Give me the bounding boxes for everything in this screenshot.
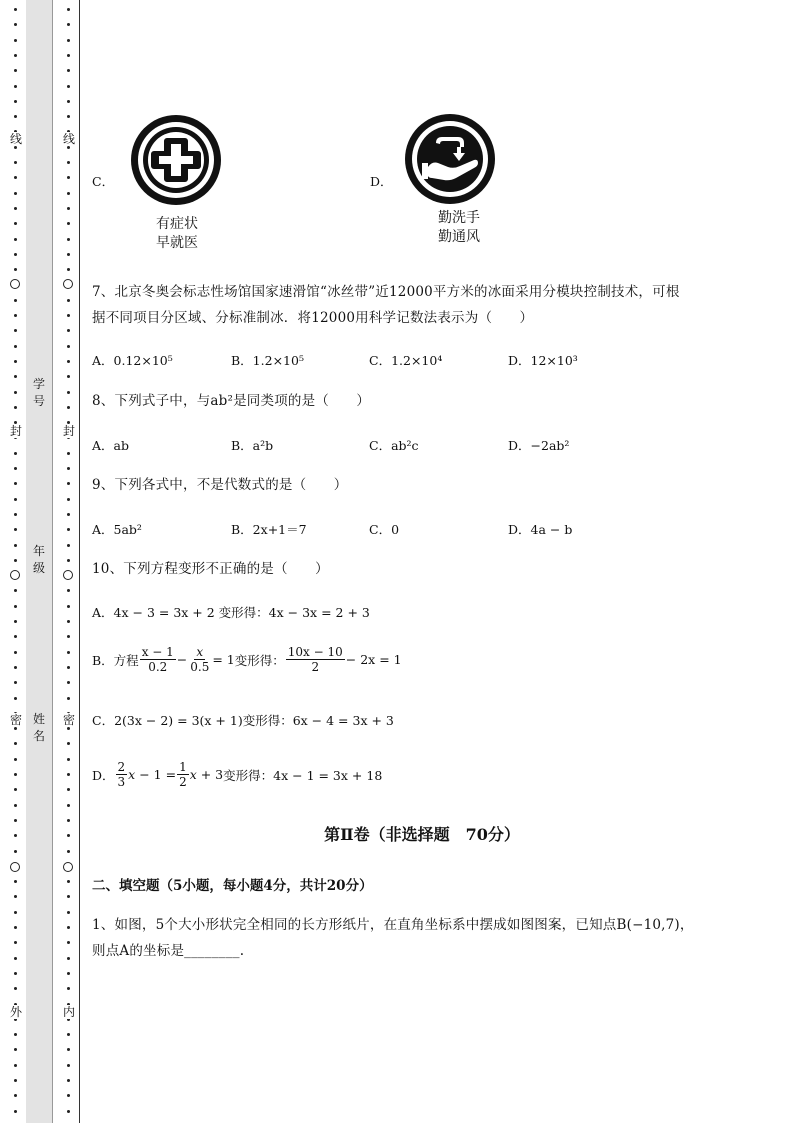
cut-line-dot (14, 69, 17, 72)
margin-mark-wai: 外 (9, 1005, 22, 1019)
cut-line-dot (14, 314, 17, 317)
cut-line-dot (67, 299, 70, 302)
question-9: 9、下列各式中，不是代数式的是（ ） (92, 477, 348, 493)
cut-line-dot (14, 651, 17, 654)
cut-line-dot (67, 1033, 70, 1036)
q8-option-b: B．a²b (231, 438, 274, 453)
cut-line-dot (67, 482, 70, 485)
q9-option-b: B．2x+1＝7 (231, 522, 307, 537)
cut-line-dot (14, 146, 17, 149)
q7-option-b: B．1.2×10⁵ (231, 353, 304, 368)
cut-line-dot (14, 192, 17, 195)
medical-cross-sign (126, 114, 226, 213)
cut-line-dot (67, 895, 70, 898)
cut-line-dot (14, 1064, 17, 1067)
cut-line-dot (67, 850, 70, 853)
cut-line-dot (67, 85, 70, 88)
margin-mark-feng: 封 (9, 424, 22, 438)
cut-line-dot (67, 926, 70, 929)
q9-option-c: C．0 (369, 522, 400, 537)
cut-line-dot (67, 528, 70, 531)
field-name-label: 姓名 (32, 712, 45, 743)
cut-line-dot (67, 834, 70, 837)
cut-line-dot (14, 253, 17, 256)
q7-option-a: A．0.12×10⁵ (92, 353, 173, 368)
cut-line-dot (14, 804, 17, 807)
cut-line-dot (14, 819, 17, 822)
cut-line-dot (67, 666, 70, 669)
cut-line-dot (67, 329, 70, 332)
cut-line-dot (67, 375, 70, 378)
cut-line-dot (67, 146, 70, 149)
sign-c-caption (132, 215, 222, 253)
cut-line-dot (67, 544, 70, 547)
cut-line-dot (14, 345, 17, 348)
cut-line-dot (14, 238, 17, 241)
cut-line-dot (14, 850, 17, 853)
cut-line-dot (14, 880, 17, 883)
sign-d-caption-line1: 勤洗手 (438, 210, 480, 226)
cut-line-dot (14, 54, 17, 57)
cut-line-dot (67, 54, 70, 57)
cut-line-dot (67, 8, 70, 11)
margin-mark-mi-inner: 密 (62, 713, 75, 727)
margin-circle (10, 279, 20, 289)
cut-line-dot (14, 161, 17, 164)
cut-line-dot (14, 834, 17, 837)
cut-line-dot (67, 1094, 70, 1097)
cut-line-dot (67, 498, 70, 501)
cut-line-dot (67, 727, 70, 730)
margin-circle (10, 862, 20, 872)
cut-line-dot (67, 100, 70, 103)
sign-c-caption-line2: 早就医 (156, 235, 198, 251)
q10-option-b-mid: 变形得： (234, 652, 285, 668)
cut-line-dot (67, 620, 70, 623)
section-2-title: 第Ⅱ卷（非选择题 70分） (324, 825, 520, 844)
cut-line-dot (67, 911, 70, 914)
question-8: 8、下列式子中，与ab²是同类项的是（ ） (92, 393, 371, 409)
option-c-label: C． (92, 174, 115, 189)
cut-line-dot (14, 727, 17, 730)
cut-line-dot (67, 345, 70, 348)
cut-line-dot (14, 544, 17, 547)
cut-line-dot (14, 1033, 17, 1036)
cut-line-dot (67, 1110, 70, 1113)
cut-line-dot (14, 620, 17, 623)
cut-line-dot (67, 452, 70, 455)
cut-line-dot (67, 1064, 70, 1067)
cut-line-dot (67, 192, 70, 195)
cut-line-dot (67, 742, 70, 745)
cut-line-dot (67, 406, 70, 409)
cut-line-dot (67, 987, 70, 990)
question-7-line2: 据不同项目分区域、分标准制冰．将12000用科学记数法表示为（ ） (92, 310, 534, 326)
cut-line-dot (14, 329, 17, 332)
section-2-heading: 二、填空题（5小题，每小题4分，共计20分） (92, 878, 373, 894)
cut-line-dot (67, 238, 70, 241)
option-d-label: D． (370, 174, 393, 189)
sign-d-caption (414, 209, 504, 247)
fill-question-1-line2: 则点A的坐标是________. (92, 943, 245, 959)
cut-line-dot (14, 406, 17, 409)
cut-line-dot (67, 391, 70, 394)
q10-option-b-prefix: B．方程 (92, 652, 139, 668)
cut-line-dot (67, 1048, 70, 1051)
margin-mark-xian: 线 (9, 132, 22, 146)
cut-line-dot (14, 957, 17, 960)
cut-line-dot (67, 819, 70, 822)
margin-mark-mi: 密 (9, 713, 22, 727)
hand-washing-icon (400, 113, 500, 208)
cut-line-dot (67, 115, 70, 118)
cut-line-dot (67, 788, 70, 791)
cut-line-dot (14, 895, 17, 898)
cut-line-dot (14, 482, 17, 485)
cut-line-dot (14, 605, 17, 608)
cut-line-dot (67, 559, 70, 562)
margin-circle (63, 862, 73, 872)
cut-line-dot (67, 161, 70, 164)
dotted-cut-line-inner (64, 0, 74, 1123)
cut-line-dot (67, 605, 70, 608)
cut-line-dot (14, 773, 17, 776)
cut-line-dot (14, 1110, 17, 1113)
cut-line-dot (14, 375, 17, 378)
q10-option-a: A．4x − 3 = 3x + 2 变形得：4x − 3x = 2 + 3 (92, 605, 370, 620)
q8-option-c: C．ab²c (369, 438, 419, 453)
cut-line-dot (67, 880, 70, 883)
cut-line-dot (14, 391, 17, 394)
q8-option-d: D．−2ab² (508, 438, 570, 453)
margin-mark-feng-inner: 封 (62, 424, 75, 438)
fraction: $\frac{2}{3}$ (117, 760, 126, 789)
q7-option-d: D．12×10³ (508, 353, 578, 368)
question-10: 10、下列方程变形不正确的是（ ） (92, 561, 329, 577)
cut-line-dot (14, 115, 17, 118)
cut-line-dot (14, 697, 17, 700)
cut-line-dot (14, 635, 17, 638)
cut-line-dot (14, 513, 17, 516)
question-7 (92, 279, 752, 331)
cut-line-dot (14, 498, 17, 501)
cut-line-dot (67, 207, 70, 210)
cut-line-dot (14, 911, 17, 914)
cut-line-dot (67, 681, 70, 684)
cut-line-dot (67, 360, 70, 363)
q10-option-d: D． $\frac{2}{3}$ x − 1 = $\frac{1}{2}$ x + 3 变形得：4x − 1 = 3x + 18 (92, 760, 383, 789)
cut-line-dot (14, 268, 17, 271)
cut-line-dot (14, 100, 17, 103)
cut-line-dot (67, 69, 70, 72)
question-7-line1: 7、北京冬奥会标志性场馆国家速滑馆“冰丝带”近12000平方米的冰面采用分模块控制技术，可根 (92, 284, 680, 300)
cut-line-dot (14, 681, 17, 684)
sign-c-caption-line1: 有症状 (156, 216, 198, 232)
cut-line-dot (14, 528, 17, 531)
cut-line-dot (14, 222, 17, 225)
cut-line-dot (14, 1048, 17, 1051)
q10-option-d-prefix: D． (92, 767, 115, 783)
cut-line-dot (14, 452, 17, 455)
q10-option-b: B．方程 $\frac{x - 1}{0.2}$ − $\frac{x}{0.5}$ = 1 变形得： $\frac{10x - 10}{2}$ − 2x = 1 (92, 645, 402, 674)
cut-line-dot (67, 651, 70, 654)
cut-line-dot (67, 222, 70, 225)
field-grade-label: 年级 (32, 544, 45, 575)
cut-line-dot (67, 253, 70, 256)
handwash-sign (400, 113, 500, 212)
fraction: $\frac{1}{2}$ (179, 760, 187, 789)
field-student-id-label: 学号 (32, 377, 45, 408)
cut-line-dot (14, 176, 17, 179)
cut-line-dot (67, 23, 70, 26)
cut-line-dot (14, 1079, 17, 1082)
cut-line-dot (14, 987, 17, 990)
cut-line-dot (67, 773, 70, 776)
margin-circle (63, 279, 73, 289)
cut-line-dot (14, 85, 17, 88)
cut-line-dot (14, 666, 17, 669)
q7-option-c: C．1.2×10⁴ (369, 353, 443, 368)
cut-line-dot (67, 635, 70, 638)
margin-circle (10, 570, 20, 580)
cut-line-dot (14, 742, 17, 745)
fraction: $\frac{x}{0.5}$ (190, 645, 210, 674)
margin-rule (79, 0, 80, 1123)
dotted-cut-line-outer (11, 0, 21, 1123)
sign-d-caption-line2: 勤通风 (438, 229, 480, 245)
cut-line-dot (67, 589, 70, 592)
cut-line-dot (14, 360, 17, 363)
cross-icon (126, 114, 226, 209)
q9-option-a: A．5ab² (92, 522, 142, 537)
q9-option-d: D．4a − b (508, 522, 573, 537)
binding-margin (0, 0, 82, 1123)
cut-line-dot (67, 758, 70, 761)
cut-line-dot (14, 1094, 17, 1097)
cut-line-dot (14, 23, 17, 26)
fraction: $\frac{10x - 10}{2}$ (287, 645, 343, 674)
q8-option-a: A．ab (92, 438, 129, 453)
cut-line-dot (67, 957, 70, 960)
cut-line-dot (67, 467, 70, 470)
cut-line-dot (67, 513, 70, 516)
cut-line-dot (67, 268, 70, 271)
cut-line-dot (14, 39, 17, 42)
cut-line-dot (14, 467, 17, 470)
cut-line-dot (67, 972, 70, 975)
fraction: $\frac{x - 1}{0.2}$ (141, 645, 174, 674)
cut-line-dot (14, 207, 17, 210)
fill-question-1 (92, 912, 752, 964)
fill-question-1-line1: 1、如图，5个大小形状完全相同的长方形纸片，在直角坐标系中摆成如图图案，已知点B(−10,7)， (92, 917, 694, 933)
cut-line-dot (67, 941, 70, 944)
q10-option-c: C．2(3x − 2) = 3(x + 1)变形得：6x − 4 = 3x + 3 (92, 713, 394, 728)
cut-line-dot (67, 804, 70, 807)
cut-line-dot (14, 926, 17, 929)
cut-line-dot (14, 299, 17, 302)
cut-line-dot (67, 314, 70, 317)
cut-line-dot (67, 697, 70, 700)
q10-option-d-mid: 变形得：4x − 1 = 3x + 18 (223, 767, 383, 783)
cut-line-dot (14, 758, 17, 761)
cut-line-dot (14, 788, 17, 791)
margin-circle (63, 570, 73, 580)
margin-mark-nei: 内 (62, 1005, 75, 1019)
cut-line-dot (14, 559, 17, 562)
cut-line-dot (67, 176, 70, 179)
cut-line-dot (67, 39, 70, 42)
cut-line-dot (14, 8, 17, 11)
cut-line-dot (14, 972, 17, 975)
margin-mark-xian-inner: 线 (62, 132, 75, 146)
cut-line-dot (14, 589, 17, 592)
cut-line-dot (14, 941, 17, 944)
cut-line-dot (67, 1079, 70, 1082)
